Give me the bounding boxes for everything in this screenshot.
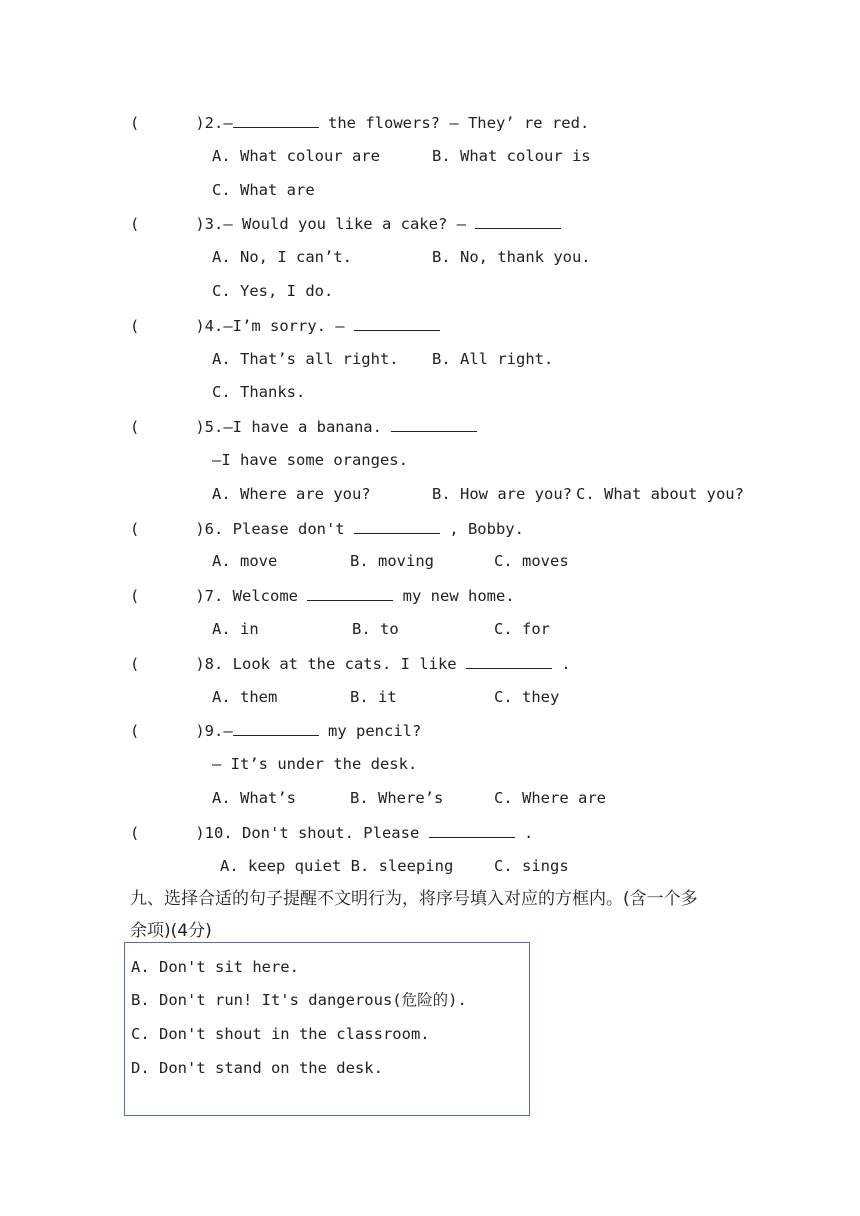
choice-option[interactable]: A. Where are you?	[212, 484, 371, 503]
choice-option[interactable]: A. What’s	[212, 789, 296, 807]
options-box	[124, 942, 530, 1116]
choice-option[interactable]: B. Where’s	[350, 789, 444, 807]
box-option-a: A. Don't sit here.	[131, 958, 299, 976]
question-10	[130, 822, 533, 842]
question-4	[130, 315, 440, 335]
question-text: —I have a banana.	[223, 418, 392, 437]
answer-paren[interactable]: ( )	[130, 823, 205, 842]
question-6	[130, 518, 524, 538]
question-5	[130, 416, 477, 436]
question-7	[130, 585, 515, 605]
question-2	[130, 112, 589, 132]
choice-option[interactable]: C. What are	[212, 180, 315, 199]
question-3	[130, 213, 561, 233]
question-number: 10.	[204, 823, 233, 842]
choice-option[interactable]: B. All right.	[432, 349, 554, 368]
answer-paren[interactable]: ( )	[130, 215, 205, 234]
question-number: 2.	[204, 114, 224, 132]
answer-paren[interactable]: ( )	[130, 519, 205, 538]
choice-option[interactable]: A. What colour are	[212, 146, 380, 165]
box-option-b: B. Don't run! It's dangerous(危险的).	[131, 991, 467, 1009]
question-number: 7.	[204, 587, 224, 606]
fill-blank[interactable]	[429, 822, 515, 838]
question-text: —	[223, 722, 233, 741]
section-heading-line1: 九、选择合适的句子提醒不文明行为，将序号填入对应的方框内。(含一个多	[130, 889, 698, 909]
choice-option[interactable]: A. move	[212, 552, 278, 571]
choice-option[interactable]: C. moves	[494, 552, 569, 571]
question-number: 4.	[204, 316, 224, 335]
choice-option[interactable]: A. keep quiet B. sleeping	[220, 856, 454, 875]
choice-option[interactable]: —I have some oranges.	[212, 451, 408, 469]
fill-blank[interactable]	[354, 518, 440, 534]
question-text: Don't shout. Please	[232, 823, 429, 842]
choice-option[interactable]: A. them	[212, 687, 278, 706]
answer-paren[interactable]: ( )	[130, 114, 205, 132]
choice-option[interactable]: A. That’s all right.	[212, 349, 399, 368]
question-text: —	[223, 114, 233, 132]
choice-option[interactable]: B. moving	[350, 552, 434, 571]
question-text: — Would you like a cake? —	[223, 215, 476, 234]
answer-paren[interactable]: ( )	[130, 587, 205, 606]
question-text: Welcome	[223, 587, 308, 606]
choice-option[interactable]: C. Thanks.	[212, 383, 306, 402]
question-text: .	[514, 823, 534, 842]
question-text: the flowers? — They’ re red.	[318, 114, 590, 132]
fill-blank[interactable]	[391, 416, 477, 432]
choice-option[interactable]: B. to	[352, 620, 399, 638]
choice-option[interactable]: C. sings	[494, 856, 569, 875]
question-text: my new home.	[393, 587, 515, 606]
answer-paren[interactable]: ( )	[130, 722, 205, 741]
question-number: 6.	[204, 519, 224, 538]
question-text: , Bobby.	[439, 519, 524, 538]
choice-option[interactable]: B. What colour is	[432, 146, 591, 165]
answer-paren[interactable]: ( )	[130, 316, 205, 335]
question-text: —I’m sorry. —	[223, 316, 354, 335]
choice-option[interactable]: B. No, thank you.	[432, 248, 591, 267]
section-heading-line2: 余项)(4分)	[130, 921, 212, 941]
question-text: my pencil?	[318, 722, 422, 741]
fill-blank[interactable]	[475, 213, 561, 229]
question-number: 3.	[204, 215, 224, 234]
choice-option[interactable]: B. How are you?	[432, 484, 572, 503]
choice-option[interactable]: C. for	[494, 620, 550, 638]
question-9	[130, 720, 421, 740]
choice-option[interactable]: A. in	[212, 620, 259, 638]
answer-paren[interactable]: ( )	[130, 654, 205, 673]
question-number: 8.	[204, 654, 224, 673]
choice-option[interactable]: — It’s under the desk.	[212, 755, 418, 774]
fill-blank[interactable]	[307, 585, 393, 601]
choice-option[interactable]: C. they	[494, 687, 560, 706]
answer-paren[interactable]: ( )	[130, 418, 205, 437]
choice-option[interactable]: B. it	[350, 687, 397, 706]
question-text: Please don't	[223, 519, 354, 538]
question-number: 9.	[204, 722, 224, 741]
question-8	[130, 653, 571, 673]
box-option-d: D. Don't stand on the desk.	[131, 1059, 383, 1077]
fill-blank[interactable]	[354, 315, 440, 331]
choice-option[interactable]: C. Yes, I do.	[212, 282, 334, 300]
choice-option[interactable]: C. Where are	[494, 789, 606, 807]
fill-blank[interactable]	[466, 653, 552, 669]
question-number: 5.	[204, 418, 224, 437]
fill-blank[interactable]	[233, 720, 319, 736]
choice-option[interactable]: A. No, I can’t.	[212, 248, 352, 267]
box-option-c: C. Don't shout in the classroom.	[131, 1025, 430, 1043]
fill-blank[interactable]	[233, 112, 319, 128]
question-text: .	[551, 654, 571, 673]
choice-option[interactable]: C. What about you?	[576, 484, 744, 503]
question-text: Look at the cats. I like	[223, 654, 466, 673]
